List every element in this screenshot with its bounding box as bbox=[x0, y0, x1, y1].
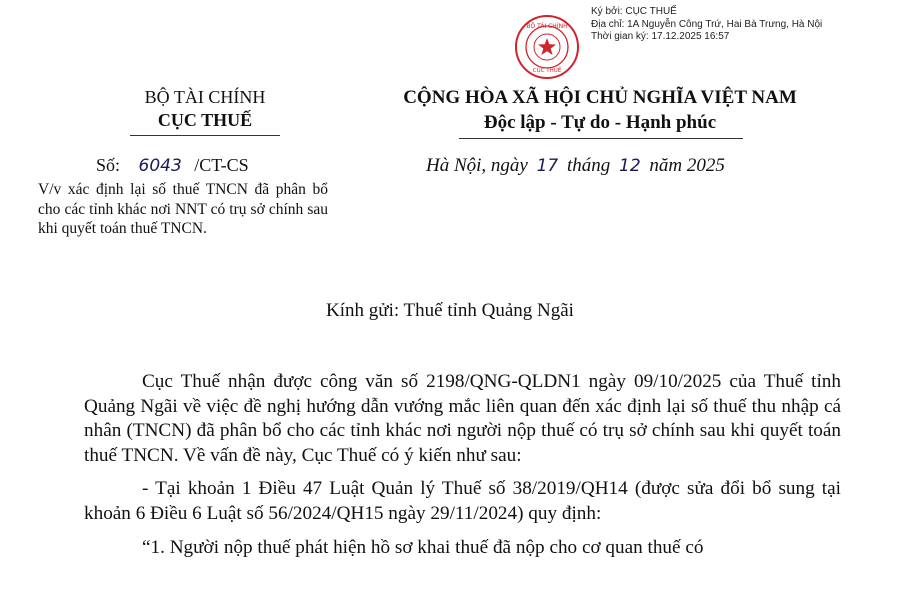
signature-signer: Ký bởi: CỤC THUẾ bbox=[591, 6, 677, 17]
body-paragraph: - Tại khoản 1 Điều 47 Luật Quản lý Thuế số 38/2019/QH14 (được sửa đổi bổ sung tại khoản 6 Điều 6 Luật số 56/2024/QH15 ngày 29/11/2024) quy định: bbox=[84, 478, 841, 524]
svg-text:CỤC THUẾ: CỤC THUẾ bbox=[532, 68, 562, 74]
handwritten-month: 12 bbox=[619, 156, 641, 176]
signature-address: Địa chỉ: 1A Nguyễn Công Trứ, Hai Bà Trưng, Hà Nội bbox=[591, 18, 823, 30]
subject-summary: V/v xác định lại số thuế TNCN đã phân bổ cho các tỉnh khác nơi NNT có trụ sở chính sau khi quyết toán thuế TNCN. bbox=[38, 181, 328, 237]
svg-text:BỘ TÀI CHÍNH: BỘ TÀI CHÍNH bbox=[526, 23, 568, 30]
department-name: CỤC THUẾ bbox=[157, 110, 253, 130]
digital-signature-block bbox=[591, 6, 822, 44]
number-suffix: /CT-CS bbox=[194, 155, 249, 175]
country-name: CỘNG HÒA XÃ HỘI CHỦ NGHĨA VIỆT NAM bbox=[403, 87, 797, 108]
document-date bbox=[426, 155, 725, 177]
header-underline-right bbox=[459, 138, 743, 139]
date-prefix: Hà Nội, ngày bbox=[426, 155, 528, 176]
handwritten-number: 6043 bbox=[138, 156, 182, 176]
body-paragraph: Cục Thuế nhận được công văn số 2198/QNG-QLDN1 ngày 09/10/2025 của Thuế tỉnh Quảng Ngãi về việc đề nghị hướng dẫn vướng mắc liên quan đến xác định lại số thuế thu nhập cá nhân (TNCN) đã phân bổ cho các tỉnh khác nơi người nộp thuế có trụ sở chính sau khi quyết toán thuế TNCN. Về vấn đề này, Cục Thuế có ý kiến như sau: bbox=[84, 371, 841, 466]
date-year: năm 2025 bbox=[649, 155, 725, 176]
national-motto: Độc lập - Tự do - Hạnh phúc bbox=[483, 112, 717, 133]
document-number bbox=[96, 155, 249, 176]
handwritten-day: 17 bbox=[536, 156, 559, 176]
red-seal-stamp bbox=[514, 14, 580, 80]
letter-body bbox=[84, 370, 841, 569]
recipient-line: Kính gửi: Thuế tỉnh Quảng Ngãi bbox=[326, 300, 574, 321]
date-month-label: tháng bbox=[567, 155, 611, 176]
signature-time: Thời gian ký: 17.12.2025 16:57 bbox=[591, 31, 730, 42]
ministry-name: BỘ TÀI CHÍNH bbox=[144, 87, 266, 107]
number-label: Số: bbox=[96, 155, 121, 175]
header-underline-left bbox=[130, 135, 280, 136]
body-paragraph: “1. Người nộp thuế phát hiện hồ sơ khai thuế đã nộp cho cơ quan thuế có bbox=[142, 536, 704, 558]
